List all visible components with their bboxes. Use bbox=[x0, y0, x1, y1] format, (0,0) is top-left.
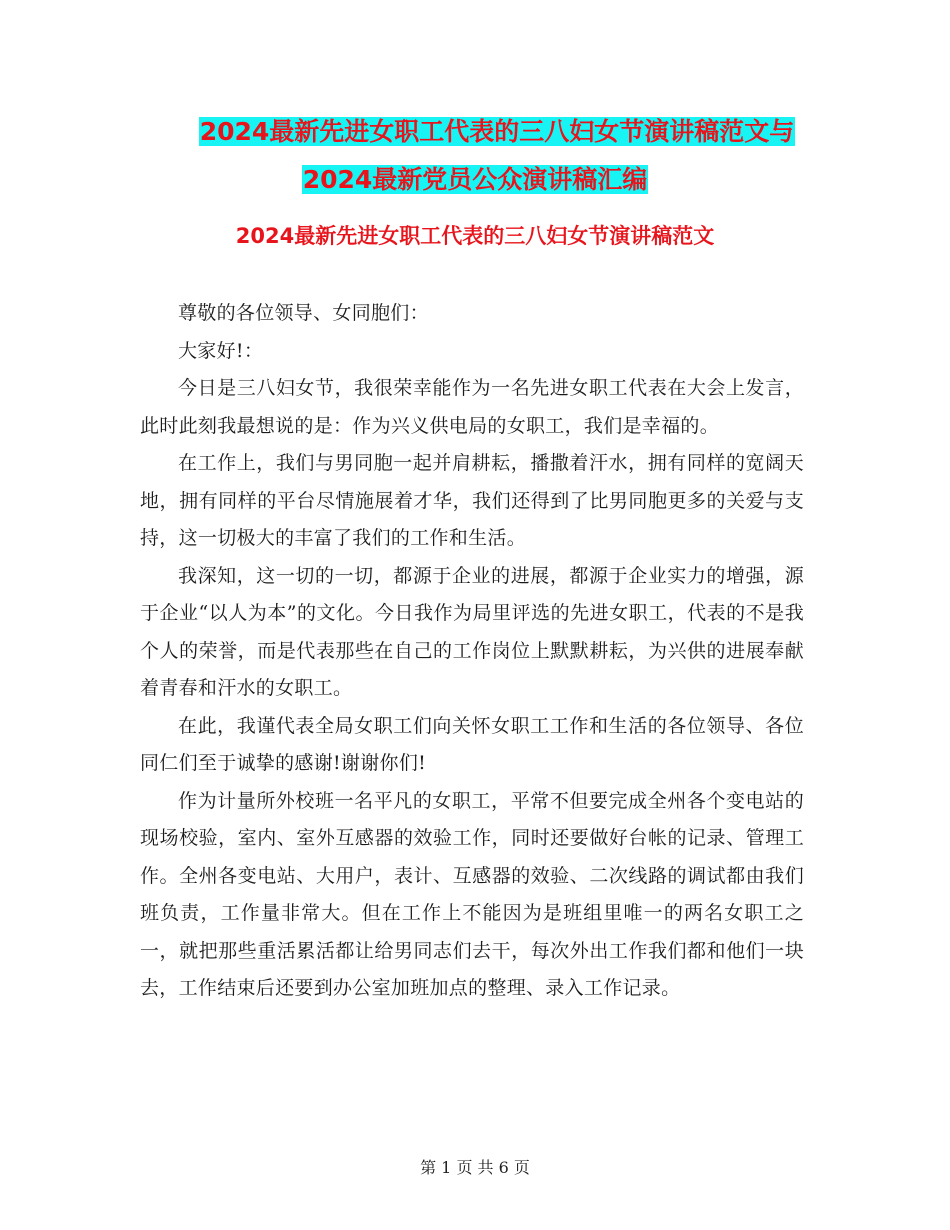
document-title bbox=[0, 108, 950, 204]
page-footer: 第 1 页 共 6 页 bbox=[420, 1158, 530, 1177]
title-line-2-text: 2024最新党员公众演讲稿汇编 bbox=[302, 165, 648, 194]
paragraph: 在此，我谨代表全局女职工们向关怀女职工工作和生活的各位领导、各位同仁们至于诚挚的感谢!谢谢你们! bbox=[140, 714, 804, 774]
paragraph: 今日是三八妇女节，我很荣幸能作为一名先进女职工代表在大会上发言，此时此刻我最想说的是：作为兴义供电局的女职工，我们是幸福的。 bbox=[140, 377, 804, 437]
paragraph-salutation: 尊敬的各位领导、女同胞们： bbox=[178, 302, 429, 324]
paragraph: 作为计量所外校班一名平凡的女职工，平常不但要完成全州各个变电站的现场校验，室内、室外互感器的效验工作，同时还要做好台帐的记录、管理工作。全州各变电站、大用户，表计、互感器的效验、二次线路的调试都由我们班负责，工作量非常大。但在工作上不能因为是班组里唯一的两名女职工之一，就把那些重活累活都让给男同志们去干，每次外出工作我们都和他们一块去，工作结束后还要到办公室加班加点的整理、录入工作记录。 bbox=[140, 789, 804, 999]
title-line-1 bbox=[0, 108, 950, 156]
paragraph-greeting: 大家好!： bbox=[178, 339, 264, 362]
paragraph: 在工作上，我们与男同胞一起并肩耕耘，播撒着汗水，拥有同样的宽阔天地，拥有同样的平台尽情施展着才华，我们还得到了比男同胞更多的关爱与支持，这一切极大的丰富了我们的工作和生活。 bbox=[140, 452, 804, 549]
paragraph: 我深知，这一切的一切，都源于企业的进展，都源于企业实力的增强，源于企业“以人为本”的文化。今日我作为局里评选的先进女职工，代表的不是我个人的荣誉，而是代表那些在自己的工作岗位上默默耕耘，为兴供的进展奉献着青春和汗水的女职工。 bbox=[140, 564, 804, 699]
document-body bbox=[140, 295, 804, 1008]
title-line-2 bbox=[0, 156, 950, 204]
title-line-1-text: 2024最新先进女职工代表的三八妇女节演讲稿范文与 bbox=[199, 117, 795, 146]
section-title: 2024最新先进女职工代表的三八妇女节演讲稿范文 bbox=[235, 224, 715, 248]
